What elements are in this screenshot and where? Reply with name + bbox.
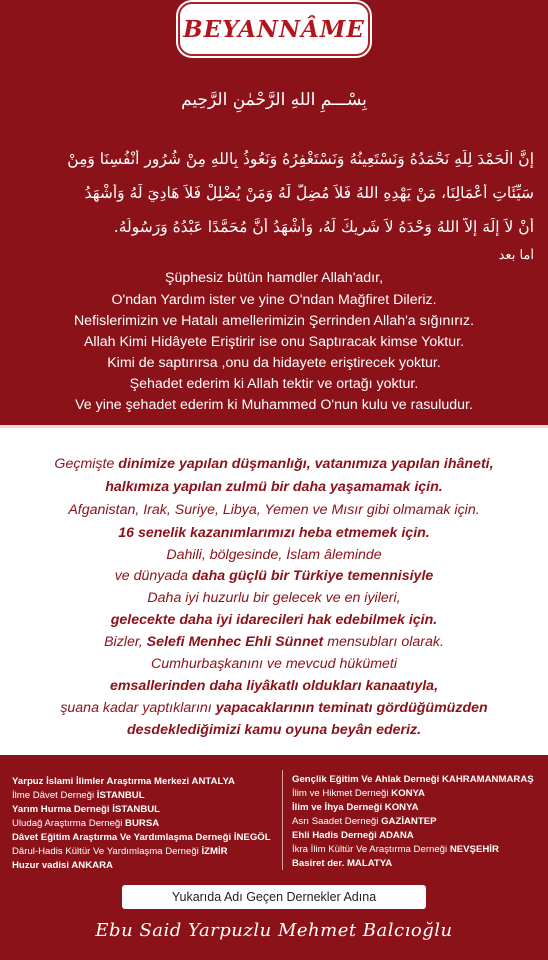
organization-left: Dâvet Eğitim Araştırma Ve Yardımlaşma Derneği İNEGÖL — [12, 832, 271, 843]
turkish-line: O'ndan Yardım ister ve yine O'ndan Mağfiret Dileriz. — [111, 292, 437, 308]
arabic-line: أَنْ لاَ إِلَهَ إِلاَّ اللهُ وَحْدَهُ لاَ شَرِيكَ لَهُ، وَأَشْهَدُ أَنَّ مُحَمَّدًا عَبْدُهُ وَرَسُولُهُ. — [113, 218, 534, 236]
organization-right: Asrı Saadet Derneği GAZİANTEP — [292, 816, 437, 827]
organization-left: Huzur vadisi ANKARA — [12, 860, 113, 871]
organization-left: İlme Dâvet Derneği İSTANBUL — [12, 790, 145, 801]
declaration-line: Afganistan, Irak, Suriye, Libya, Yemen ve Mısır gibi olmamak için. — [68, 502, 480, 518]
declaration-line: emsallerinden daha liyâkatlı oldukları kanaatıyla, — [109, 678, 439, 694]
organization-right: İkra İlim Kültür Ve Araştırma Derneği NEVŞEHİR — [292, 844, 499, 855]
organization-right: İlim ve Hikmet Derneği KONYA — [292, 788, 425, 799]
declaration-line: halkımıza yapılan zulmü bir daha yaşamamak için. — [105, 479, 443, 495]
arabic-line: أما بعد — [498, 248, 534, 263]
declaration-line: Geçmişte dinimize yapılan düşmanlığı, vatanımıza yapılan ihâneti, — [54, 456, 494, 472]
declaration-line: Dahili, bölgesinde, İslam âleminde — [166, 547, 382, 563]
turkish-line: Şehadet ederim ki Allah tektir ve ortağı yoktur. — [129, 376, 419, 392]
signature-bar-label: Yukarıda Adı Geçen Dernekler Adına — [171, 890, 377, 904]
page-title: BEYANNÂME — [183, 15, 365, 43]
arabic-line: إِنَّ الْحَمْدَ لِلَّهِ نَحْمَدُهُ وَنَسْتَعِينُهُ وَنَسْتَغْفِرُهُ وَنَعُوذُ بِاللهِ مِنْ شُرُورِ أَنْفُسِنَا وَمِنْ — [67, 150, 534, 168]
turkish-line: Ve yine şehadet ederim ki Muhammed O'nun kulu ve rasuludur. — [75, 397, 473, 413]
turkish-line: Nefislerimizin ve Hatalı amellerimizin Şerrinden Allah'a sığınırız. — [73, 313, 475, 329]
organization-right: Ehli Hadis Derneği ADANA — [292, 830, 414, 841]
title-banner — [178, 2, 370, 56]
signature: Ebu Said Yarpuzlu Mehmet Balcıoğlu — [95, 920, 453, 941]
declaration-line: 16 senelik kazanımlarımızı heba etmemek için. — [118, 525, 430, 541]
organization-left: Yarpuz İslami İlimler Araştırma Merkezi ANTALYA — [12, 776, 235, 787]
column-divider — [282, 770, 283, 870]
organization-right: Gençlik Eğitim Ve Ahlak Derneği KAHRAMANMARAŞ — [292, 774, 534, 785]
turkish-line: Kimi de saptırırsa ,onu da hidayete eriştirecek yoktur. — [107, 355, 441, 371]
declaration-line: şuana kadar yaptıklarını yapacaklarının teminatı gördüğümüzden — [60, 700, 488, 716]
turkish-line: Şüphesiz bütün hamdler Allah'adır, — [164, 270, 384, 286]
declaration-line: ve dünyada daha güçlü bir Türkiye temennisiyle — [114, 568, 434, 584]
arabic-line: سَيِّئَاتِ أَعْمَالِنَا، مَنْ يَهْدِهِ اللهُ فَلاَ مُضِلَّ لَهُ وَمَنْ يُضْلِلْ فَلاَ هَادِيَ لَهُ وَأَشْهَدُ — [84, 184, 534, 202]
declaration-line: gelecekte daha iyi idarecileri hak edebilmek için. — [110, 612, 438, 628]
organization-left: Uludağ Araştırma Derneği BURSA — [12, 818, 160, 829]
turkish-line: Allah Kimi Hidâyete Eriştirir ise onu Saptıracak kimse Yoktur. — [83, 334, 465, 350]
organization-right: Basiret der. MALATYA — [292, 858, 393, 869]
signature-bar — [122, 885, 426, 909]
basmala: بِسْـــمِ اللهِ الرَّحْمٰنِ الرَّحِيم — [181, 90, 367, 110]
organization-left: Yarım Hurma Derneği İSTANBUL — [12, 804, 161, 815]
declaration-line: Cumhurbaşkanını ve mevcud hükümeti — [150, 656, 398, 672]
organization-left: Dârul-Hadis Kültür Ve Yardımlaşma Derneği İZMİR — [12, 846, 228, 857]
organization-right: İlim ve İhya Derneği KONYA — [292, 802, 419, 813]
declaration-line: Daha iyi huzurlu bir gelecek ve en iyileri, — [147, 590, 401, 606]
declaration-line: Bizler, Selefi Menhec Ehli Sünnet mensubları olarak. — [104, 634, 444, 650]
declaration-line: desdeklediğimizi kamu oyuna beyân ederiz. — [126, 722, 422, 738]
